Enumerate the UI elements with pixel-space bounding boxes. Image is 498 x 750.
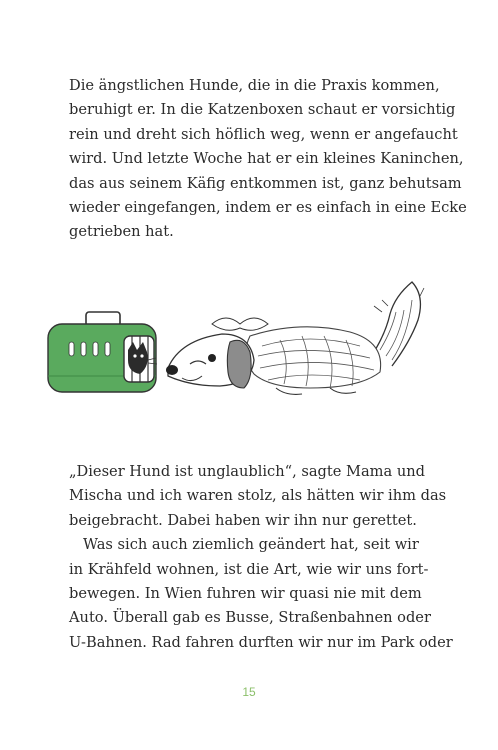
text-line: beigebracht. Dabei haben wir ihn nur gerettet. xyxy=(69,511,417,529)
dog-icon xyxy=(166,282,424,394)
text-line: Auto. Überall gab es Busse, Straßenbahnen oder xyxy=(69,609,431,627)
text-line: U-Bahnen. Rad fahren durften wir nur im Park oder xyxy=(69,633,453,651)
text-line: rein und dreht sich höflich weg, wenn er angefaucht xyxy=(69,125,458,143)
text-line: „Dieser Hund ist unglaublich“, sagte Mama und xyxy=(69,463,426,480)
text-line: bewegen. In Wien fuhren wir quasi nie mit dem xyxy=(69,585,422,603)
text-line: das aus seinem Käfig entkommen ist, ganz behutsam xyxy=(69,174,462,192)
text-line: in Krähfeld wohnen, ist die Art, wie wir uns fort- xyxy=(69,560,429,578)
paragraph-top xyxy=(69,74,467,245)
text-line: wird. Und letzte Woche hat er ein kleines Kaninchen, xyxy=(69,150,464,168)
text-line: Die ängstlichen Hunde, die in die Praxis kommen, xyxy=(69,77,440,94)
text-line: wieder eingefangen, indem er es einfach in eine Ecke xyxy=(69,199,467,217)
paragraph-bottom xyxy=(69,460,453,655)
text-line: Was sich auch ziemlich geändert hat, seit wir xyxy=(83,536,419,554)
illustration-svg xyxy=(40,276,450,416)
dog-and-cat-carrier-illustration xyxy=(40,276,450,416)
text-line: Mischa und ich waren stolz, als hätten wir ihm das xyxy=(69,487,447,505)
text-line: getrieben hat. xyxy=(69,223,174,241)
page-number: 15 xyxy=(242,685,256,699)
text-line: beruhigt er. In die Katzenboxen schaut er vorsichtig xyxy=(69,101,456,119)
